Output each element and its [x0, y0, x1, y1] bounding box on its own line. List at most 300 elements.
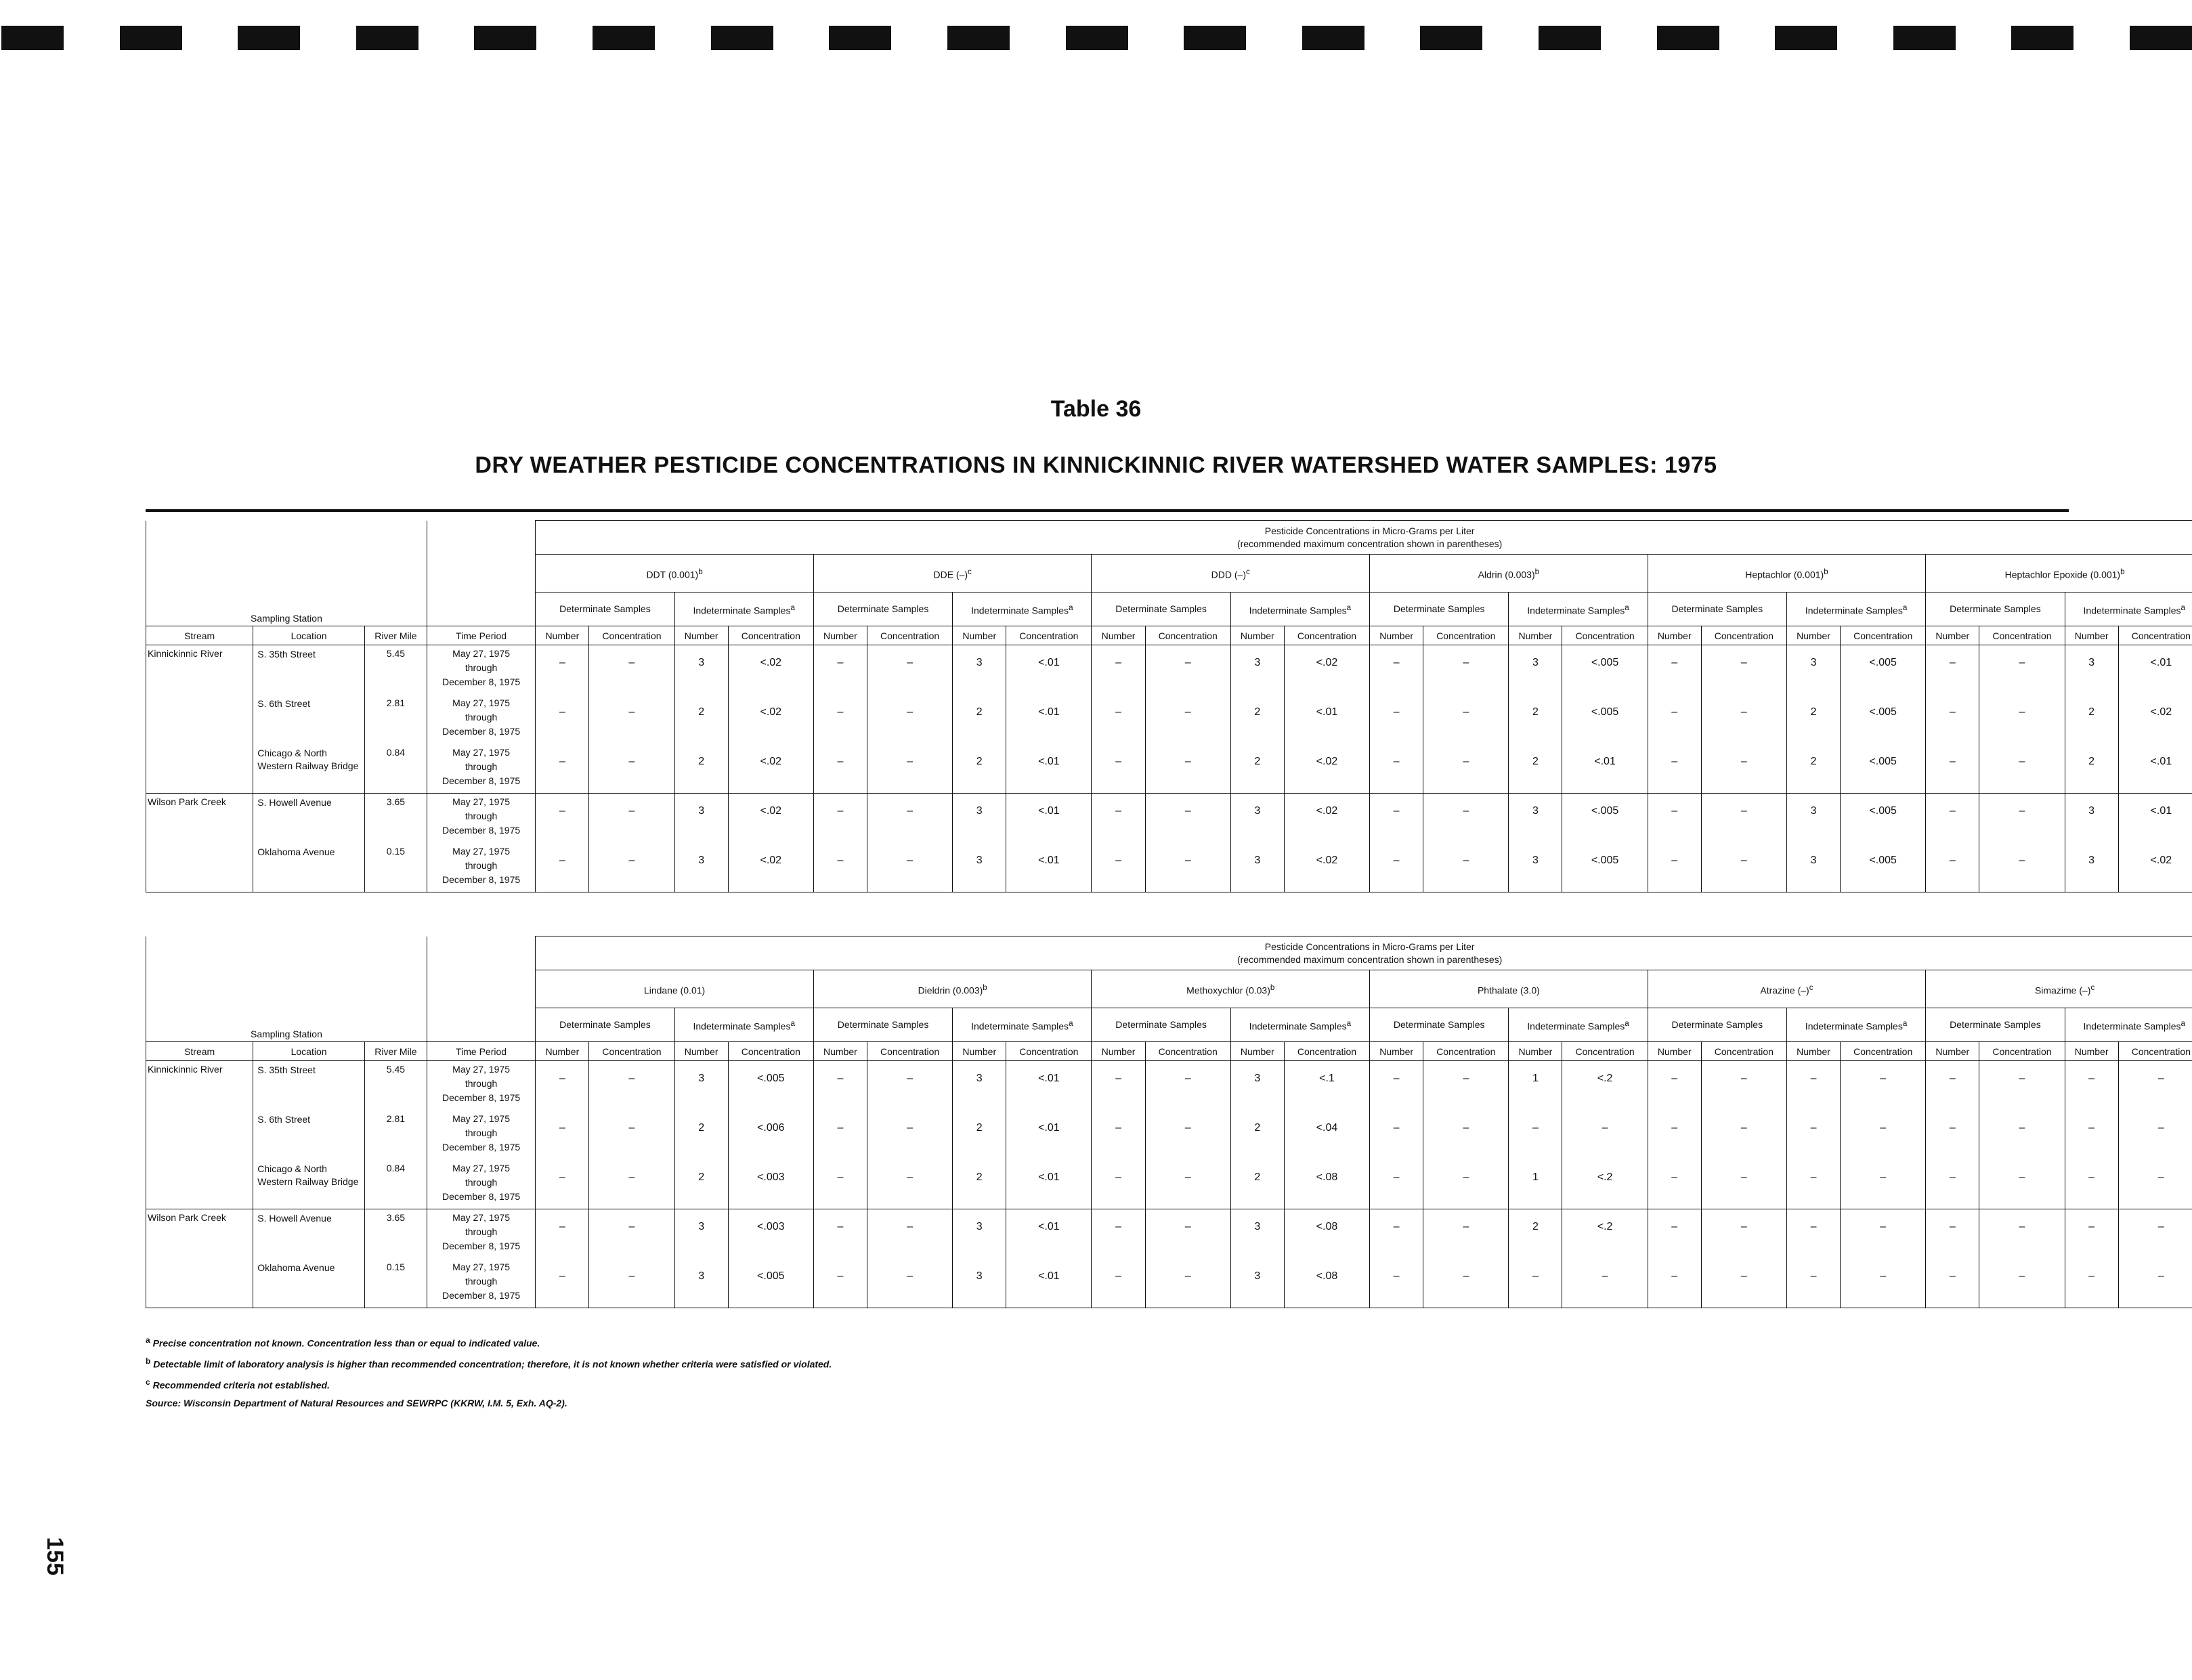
concentration-cell: –	[2118, 1259, 2192, 1308]
concentration-header: Concentration	[1562, 626, 1648, 645]
concentration-header: Concentration	[1145, 626, 1230, 645]
pesticide-name: DDD $(-)^c$	[1092, 555, 1370, 593]
concentration-cell: –	[1979, 1111, 2065, 1160]
concentration-cell: –	[1145, 1259, 1230, 1308]
concentration-header: Concentration	[1423, 626, 1509, 645]
sample-number-cell: –	[1509, 1259, 1562, 1308]
sample-number-cell: 3	[953, 843, 1006, 892]
concentration-cell: –	[1979, 1209, 2065, 1259]
sample-number-cell: 3	[1509, 794, 1562, 843]
registration-mark	[1302, 26, 1364, 50]
time-period-cell: May 27, 1975 through December 8, 1975	[427, 1160, 535, 1209]
sample-number-cell: 2	[1230, 744, 1284, 794]
sample-number-cell: –	[813, 1111, 867, 1160]
indeterminate-samples-header: Indeterminate Samples$^a$	[1509, 593, 1648, 626]
concentration-cell: <.003	[728, 1160, 813, 1209]
concentration-header: Concentration	[1701, 1042, 1786, 1061]
sample-number-cell: –	[1092, 1259, 1145, 1308]
sample-number-cell: 3	[2065, 794, 2118, 843]
concentration-header: Concentration	[1423, 1042, 1509, 1061]
sample-number-cell: 2	[1509, 1209, 1562, 1259]
sample-number-cell: –	[536, 794, 589, 843]
concentration-cell: –	[867, 843, 953, 892]
sample-number-cell: –	[813, 695, 867, 744]
number-header: Number	[953, 1042, 1006, 1061]
sample-number-cell: 2	[674, 695, 728, 744]
concentration-cell: –	[1145, 1160, 1230, 1209]
concentration-cell: –	[1979, 1061, 2065, 1111]
concentration-cell: –	[1423, 1160, 1509, 1209]
pesticide-name: Lindane (0.01)	[536, 970, 814, 1008]
location-cell: Oklahoma Avenue	[253, 843, 365, 892]
sample-number-cell: –	[813, 744, 867, 794]
sample-number-cell: 3	[674, 645, 728, 695]
sample-number-cell: 3	[953, 645, 1006, 695]
pesticide-name: Aldrin $(0.003)^b$	[1370, 555, 1648, 593]
stream-cell	[146, 1259, 253, 1308]
pesticide-name: Dieldrin $(0.003)^b$	[813, 970, 1092, 1008]
stream-cell	[146, 1160, 253, 1209]
river-mile-cell: 3.65	[364, 1209, 427, 1259]
sampling-station-header-blank	[146, 936, 427, 970]
sample-number-cell: –	[813, 645, 867, 695]
concentration-cell: –	[1145, 645, 1230, 695]
location-cell: S. 35th Street	[253, 1061, 365, 1111]
sample-number-cell: –	[1926, 645, 1979, 695]
stream-cell: Kinnickinnic River	[146, 645, 253, 695]
sample-number-cell: 3	[1786, 794, 1840, 843]
stream-cell: Wilson Park Creek	[146, 794, 253, 843]
concentration-cell: <.005	[1562, 843, 1648, 892]
sample-number-cell: –	[1926, 794, 1979, 843]
sample-number-cell: 2	[953, 744, 1006, 794]
concentration-cell: –	[589, 794, 674, 843]
sample-number-cell: –	[1648, 1111, 1701, 1160]
determinate-samples-header: Determinate Samples	[813, 593, 952, 626]
concentration-cell: –	[1701, 645, 1786, 695]
time-period-header-blank	[427, 555, 535, 593]
registration-mark	[1, 26, 64, 50]
concentration-header: Concentration	[2118, 1042, 2192, 1061]
concentration-cell: –	[867, 1209, 953, 1259]
concentration-cell: <.02	[2118, 695, 2192, 744]
sample-number-cell: –	[1926, 1061, 1979, 1111]
location-cell: Chicago & North Western Railway Bridge	[253, 1160, 365, 1209]
sample-number-cell: 3	[953, 1061, 1006, 1111]
indeterminate-samples-header: Indeterminate Samples$^a$	[1786, 1008, 1925, 1042]
stream-cell: Wilson Park Creek	[146, 1209, 253, 1259]
concentration-cell: –	[1145, 1061, 1230, 1111]
location-header: Location	[253, 626, 365, 645]
stream-cell: Kinnickinnic River	[146, 1061, 253, 1111]
sample-number-cell: –	[2065, 1259, 2118, 1308]
sample-number-cell: –	[813, 1160, 867, 1209]
sample-number-cell: 3	[953, 1209, 1006, 1259]
concentration-cell: –	[867, 794, 953, 843]
sample-number-cell: 2	[1230, 1160, 1284, 1209]
sample-number-cell: 3	[1230, 843, 1284, 892]
location-cell: S. Howell Avenue	[253, 1209, 365, 1259]
sample-number-cell: 3	[1509, 843, 1562, 892]
concentration-cell: –	[867, 744, 953, 794]
registration-mark	[593, 26, 655, 50]
concentration-cell: –	[1423, 1061, 1509, 1111]
sampling-station-header-blank	[146, 555, 427, 593]
concentration-cell: <.08	[1284, 1160, 1369, 1209]
concentration-cell: <.01	[1006, 1259, 1092, 1308]
stream-cell	[146, 744, 253, 794]
location-cell: Oklahoma Avenue	[253, 1259, 365, 1308]
number-header: Number	[1786, 1042, 1840, 1061]
concentration-header: Concentration	[1284, 626, 1369, 645]
concentration-header: Concentration	[1006, 626, 1092, 645]
location-cell: S. 6th Street	[253, 695, 365, 744]
number-header: Number	[1092, 626, 1145, 645]
concentration-cell: <.005	[1841, 645, 1926, 695]
sample-number-cell: 2	[674, 744, 728, 794]
concentration-cell: –	[1145, 1111, 1230, 1160]
sample-number-cell: –	[1648, 843, 1701, 892]
number-header: Number	[1092, 1042, 1145, 1061]
concentration-cell: <.02	[2118, 843, 2192, 892]
concentration-header: Concentration	[1841, 626, 1926, 645]
sample-number-cell: –	[536, 1061, 589, 1111]
pesticide-table-1	[146, 520, 2192, 892]
concentration-cell: –	[1841, 1111, 1926, 1160]
sample-number-cell: –	[1370, 1061, 1423, 1111]
concentration-cell: <.1	[1284, 1061, 1369, 1111]
registration-mark	[829, 26, 891, 50]
sample-number-cell: 2	[1786, 695, 1840, 744]
sample-number-cell: –	[536, 695, 589, 744]
number-header: Number	[813, 626, 867, 645]
number-header: Number	[1509, 626, 1562, 645]
sample-number-cell: –	[2065, 1209, 2118, 1259]
concentration-cell: <.02	[1284, 843, 1369, 892]
indeterminate-samples-header: Indeterminate Samples$^a$	[674, 1008, 813, 1042]
concentration-cell: –	[589, 695, 674, 744]
sample-number-cell: 3	[2065, 843, 2118, 892]
sample-number-cell: –	[1648, 1259, 1701, 1308]
sampling-station-header-blank	[146, 970, 427, 1008]
determinate-samples-header: Determinate Samples	[536, 593, 674, 626]
determinate-samples-header: Determinate Samples	[536, 1008, 674, 1042]
sample-number-cell: –	[1370, 1111, 1423, 1160]
sample-number-cell: –	[1926, 1160, 1979, 1209]
pesticide-name: Heptachlor $(0.001)^b$	[1648, 555, 1926, 593]
concentration-cell: <.02	[728, 744, 813, 794]
sample-number-cell: 1	[1509, 1061, 1562, 1111]
concentration-cell: –	[1979, 744, 2065, 794]
river-mile-cell: 0.15	[364, 843, 427, 892]
sample-number-cell: 2	[1509, 695, 1562, 744]
sample-number-cell: –	[1786, 1259, 1840, 1308]
concentration-cell: –	[1145, 794, 1230, 843]
concentration-cell: –	[1423, 843, 1509, 892]
concentration-cell: <.01	[2118, 645, 2192, 695]
time-period-cell: May 27, 1975 through December 8, 1975	[427, 1111, 535, 1160]
concentration-cell: <.005	[1562, 695, 1648, 744]
concentration-cell: –	[867, 695, 953, 744]
concentration-header: Concentration	[1145, 1042, 1230, 1061]
sample-number-cell: –	[536, 1111, 589, 1160]
determinate-samples-header: Determinate Samples	[1092, 1008, 1230, 1042]
concentration-cell: –	[1423, 1111, 1509, 1160]
concentration-cell: <.01	[1006, 695, 1092, 744]
sample-number-cell: 2	[1509, 744, 1562, 794]
sample-number-cell: –	[1370, 843, 1423, 892]
concentration-cell: <.01	[1006, 1160, 1092, 1209]
sample-number-cell: –	[1648, 695, 1701, 744]
determinate-samples-header: Determinate Samples	[1926, 593, 2065, 626]
concentration-cell: <.01	[2118, 794, 2192, 843]
concentration-cell: –	[1979, 695, 2065, 744]
concentration-cell: –	[1423, 744, 1509, 794]
sample-number-cell: –	[1370, 744, 1423, 794]
sample-number-cell: –	[1370, 645, 1423, 695]
pesticide-name: DDE $(-)^c$	[813, 555, 1092, 593]
concentration-cell: –	[589, 1061, 674, 1111]
concentration-cell: –	[1145, 1209, 1230, 1259]
footnote-b: $^b$ Detectable limit of laboratory analysis is higher than recommended concentration; therefore, it is not known whether criteria were satisfied or violated.	[146, 1356, 832, 1370]
determinate-samples-header: Determinate Samples	[1926, 1008, 2065, 1042]
concentration-cell: –	[1701, 1209, 1786, 1259]
concentration-cell: –	[1145, 744, 1230, 794]
number-header: Number	[2065, 626, 2118, 645]
concentration-cell: <.005	[728, 1259, 813, 1308]
concentration-cell: –	[589, 645, 674, 695]
concentration-cell: –	[1701, 1111, 1786, 1160]
pesticide-name: Atrazine $(-)^c$	[1648, 970, 1926, 1008]
sample-number-cell: –	[2065, 1061, 2118, 1111]
number-header: Number	[1230, 1042, 1284, 1061]
number-header: Number	[536, 1042, 589, 1061]
number-header: Number	[674, 1042, 728, 1061]
concentration-header: Concentration	[1284, 1042, 1369, 1061]
sample-number-cell: –	[1370, 1259, 1423, 1308]
concentration-cell: <.01	[1006, 843, 1092, 892]
registration-mark	[2130, 26, 2192, 50]
time-period-header: Time Period	[427, 626, 535, 645]
concentration-cell: –	[589, 1259, 674, 1308]
sampling-station-header: Sampling Station	[146, 1008, 427, 1042]
concentration-cell: <.005	[1562, 645, 1648, 695]
indeterminate-samples-header: Indeterminate Samples$^a$	[953, 1008, 1092, 1042]
stream-cell	[146, 843, 253, 892]
concentration-cell: <.003	[728, 1209, 813, 1259]
sample-number-cell: 3	[1230, 794, 1284, 843]
sample-number-cell: 2	[1230, 695, 1284, 744]
sample-number-cell: –	[536, 645, 589, 695]
sample-number-cell: –	[1092, 645, 1145, 695]
sample-number-cell: –	[1786, 1061, 1840, 1111]
concentration-cell: –	[1145, 695, 1230, 744]
concentration-cell: –	[1841, 1259, 1926, 1308]
number-header: Number	[2065, 1042, 2118, 1061]
number-header: Number	[1370, 626, 1423, 645]
time-period-cell: May 27, 1975 through December 8, 1975	[427, 744, 535, 794]
river-mile-cell: 5.45	[364, 1061, 427, 1111]
stream-cell	[146, 695, 253, 744]
indeterminate-samples-header: Indeterminate Samples$^a$	[1230, 593, 1369, 626]
concentration-cell: –	[589, 1111, 674, 1160]
river-mile-header: River Mile	[364, 1042, 427, 1061]
sample-number-cell: –	[1092, 744, 1145, 794]
sample-number-cell: 3	[1230, 1259, 1284, 1308]
stream-header: Stream	[146, 1042, 253, 1061]
sample-number-cell: –	[1092, 843, 1145, 892]
sample-number-cell: 3	[674, 843, 728, 892]
concentration-cell: –	[1979, 1259, 2065, 1308]
determinate-samples-header: Determinate Samples	[1648, 1008, 1786, 1042]
table-title: DRY WEATHER PESTICIDE CONCENTRATIONS IN KINNICKINNIC RIVER WATERSHED WATER SAMPLES: 1975	[475, 452, 1717, 478]
source-note: Source: Wisconsin Department of Natural Resources and SEWRPC (KKRW, I.M. 5, Exh. AQ-2).	[146, 1398, 567, 1408]
sampling-station-header: Sampling Station	[146, 593, 427, 626]
sample-number-cell: –	[1648, 744, 1701, 794]
sample-number-cell: –	[1509, 1111, 1562, 1160]
concentration-cell: <.01	[1006, 1209, 1092, 1259]
registration-mark	[1184, 26, 1246, 50]
concentration-cell: <.01	[1284, 695, 1369, 744]
sample-number-cell: –	[1092, 1209, 1145, 1259]
concentration-cell: –	[1701, 794, 1786, 843]
concentration-cell: <.01	[1006, 744, 1092, 794]
sample-number-cell: –	[1648, 645, 1701, 695]
sample-number-cell: –	[1926, 744, 1979, 794]
sample-number-cell: 2	[1786, 744, 1840, 794]
sample-number-cell: 2	[2065, 744, 2118, 794]
concentration-header: Concentration	[728, 1042, 813, 1061]
sample-number-cell: 3	[1786, 645, 1840, 695]
determinate-samples-header: Determinate Samples	[1370, 1008, 1509, 1042]
registration-mark	[1420, 26, 1482, 50]
pesticide-name: Methoxychlor $(0.03)^b$	[1092, 970, 1370, 1008]
indeterminate-samples-header: Indeterminate Samples$^a$	[2065, 1008, 2192, 1042]
time-period-header: Time Period	[427, 1042, 535, 1061]
concentration-cell: –	[1423, 645, 1509, 695]
time-period-header-blank	[427, 521, 535, 555]
pesticide-name: DDT $(0.001)^b$	[536, 555, 814, 593]
indeterminate-samples-header: Indeterminate Samples$^a$	[953, 593, 1092, 626]
footnote-c: $^c$ Recommended criteria not established.	[146, 1377, 330, 1391]
concentration-cell: <.2	[1562, 1209, 1648, 1259]
concentration-cell: –	[867, 1111, 953, 1160]
river-mile-cell: 2.81	[364, 695, 427, 744]
sample-number-cell: 2	[953, 1160, 1006, 1209]
concentration-cell: –	[1145, 843, 1230, 892]
determinate-samples-header: Determinate Samples	[1370, 593, 1509, 626]
concentration-header: Concentration	[728, 626, 813, 645]
concentration-cell: –	[1841, 1160, 1926, 1209]
sample-number-cell: –	[1092, 695, 1145, 744]
sample-number-cell: 2	[1230, 1111, 1284, 1160]
concentration-cell: <.02	[728, 695, 813, 744]
concentration-cell: –	[867, 1061, 953, 1111]
concentration-cell: <.02	[1284, 744, 1369, 794]
number-header: Number	[1786, 626, 1840, 645]
concentration-header: Concentration	[589, 626, 674, 645]
registration-mark	[711, 26, 773, 50]
time-period-header-blank	[427, 936, 535, 970]
concentration-cell: <.04	[1284, 1111, 1369, 1160]
concentration-cell: <.08	[1284, 1259, 1369, 1308]
sample-number-cell: 2	[953, 695, 1006, 744]
sample-number-cell: –	[536, 843, 589, 892]
stream-header: Stream	[146, 626, 253, 645]
sample-number-cell: –	[1370, 1160, 1423, 1209]
determinate-samples-header: Determinate Samples	[813, 1008, 952, 1042]
sample-number-cell: 3	[1230, 645, 1284, 695]
footnote-a: $^a$ Precise concentration not known. Concentration less than or equal to indicated value.	[146, 1335, 540, 1349]
number-header: Number	[953, 626, 1006, 645]
number-header: Number	[674, 626, 728, 645]
registration-mark	[1539, 26, 1601, 50]
concentration-cell: <.08	[1284, 1209, 1369, 1259]
concentration-cell: <.01	[1006, 1061, 1092, 1111]
sample-number-cell: 2	[674, 1160, 728, 1209]
concentration-cell: –	[1701, 695, 1786, 744]
time-period-cell: May 27, 1975 through December 8, 1975	[427, 1061, 535, 1111]
sample-number-cell: –	[1370, 794, 1423, 843]
sample-number-cell: –	[1648, 1061, 1701, 1111]
concentration-cell: –	[589, 1209, 674, 1259]
time-period-cell: May 27, 1975 through December 8, 1975	[427, 794, 535, 843]
determinate-samples-header: Determinate Samples	[1648, 593, 1786, 626]
concentration-cell: –	[2118, 1061, 2192, 1111]
location-cell: S. 35th Street	[253, 645, 365, 695]
sample-number-cell: –	[536, 1259, 589, 1308]
number-header: Number	[1926, 1042, 1979, 1061]
concentration-cell: <.02	[728, 794, 813, 843]
concentration-cell: –	[2118, 1160, 2192, 1209]
sample-number-cell: –	[1370, 695, 1423, 744]
time-period-cell: May 27, 1975 through December 8, 1975	[427, 695, 535, 744]
concentration-header: Concentration	[867, 626, 953, 645]
sample-number-cell: –	[813, 1061, 867, 1111]
river-mile-cell: 0.15	[364, 1259, 427, 1308]
sample-number-cell: –	[813, 843, 867, 892]
sample-number-cell: 3	[674, 1259, 728, 1308]
determinate-samples-header: Determinate Samples	[1092, 593, 1230, 626]
pesticide-table-2	[146, 936, 2192, 1308]
concentration-cell: <.005	[1841, 794, 1926, 843]
concentration-header: Concentration	[2118, 626, 2192, 645]
pesticide-name: Phthalate (3.0)	[1370, 970, 1648, 1008]
concentration-cell: –	[1701, 1259, 1786, 1308]
concentration-cell: <.006	[728, 1111, 813, 1160]
sample-number-cell: 2	[674, 1111, 728, 1160]
concentration-cell: –	[1423, 1209, 1509, 1259]
concentration-cell: <.005	[728, 1061, 813, 1111]
concentration-cell: –	[1979, 645, 2065, 695]
concentration-cell: <.01	[1562, 744, 1648, 794]
time-period-header-blank	[427, 970, 535, 1008]
river-mile-cell: 0.84	[364, 744, 427, 794]
indeterminate-samples-header: Indeterminate Samples$^a$	[2065, 593, 2192, 626]
page-number: 155	[42, 1537, 68, 1576]
concentration-cell: <.02	[1284, 794, 1369, 843]
sample-number-cell: 3	[674, 1209, 728, 1259]
concentration-cell: <.005	[1841, 744, 1926, 794]
concentration-cell: –	[1423, 1259, 1509, 1308]
time-period-header-blank	[427, 593, 535, 626]
sample-number-cell: 1	[1509, 1160, 1562, 1209]
sample-number-cell: –	[1648, 1209, 1701, 1259]
location-cell: S. Howell Avenue	[253, 794, 365, 843]
sample-number-cell: –	[1648, 1160, 1701, 1209]
sample-number-cell: 3	[1509, 645, 1562, 695]
location-cell: Chicago & North Western Railway Bridge	[253, 744, 365, 794]
